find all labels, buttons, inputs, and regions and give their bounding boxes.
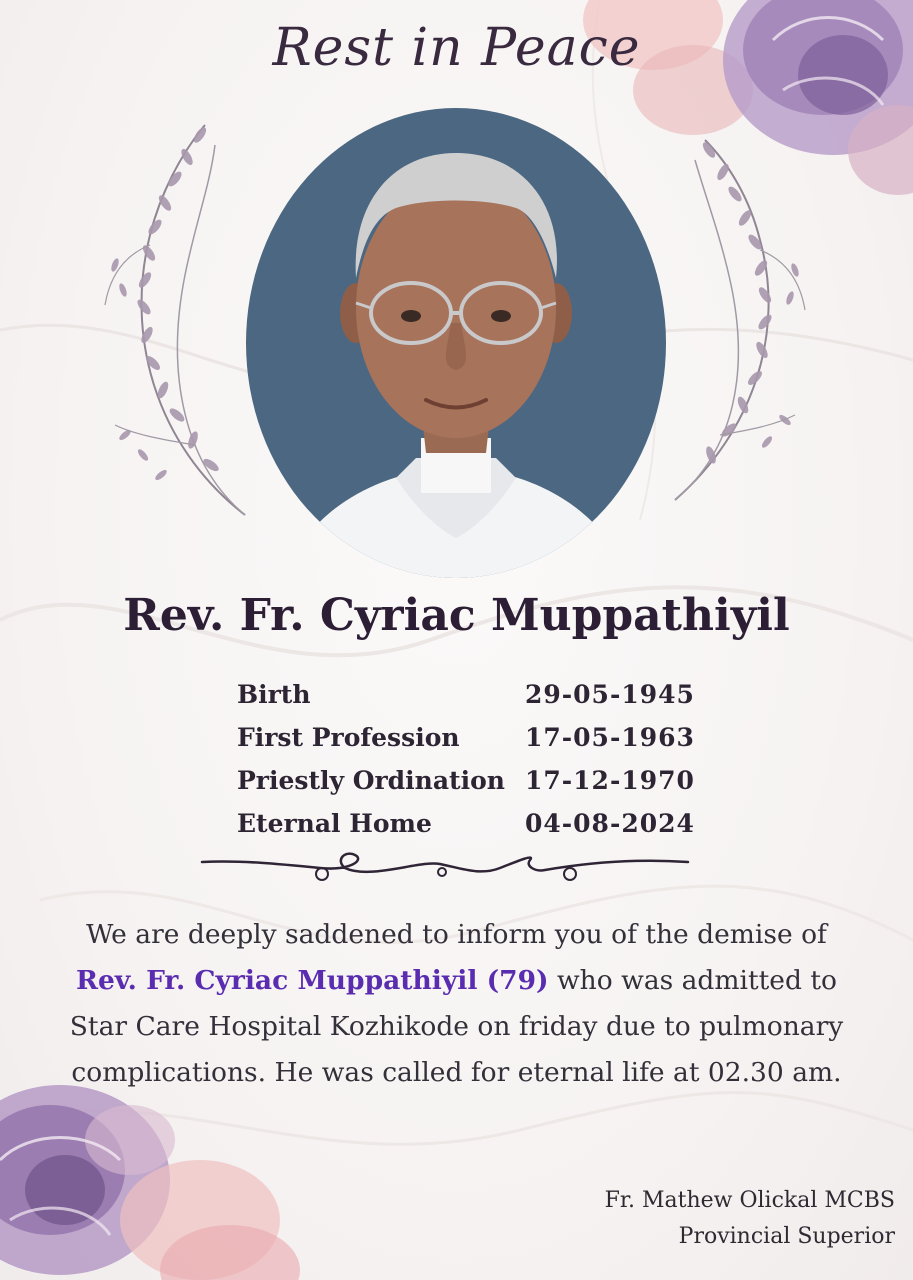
message-highlight-name: Rev. Fr. Cyriac Muppathiyil (79) [76, 965, 549, 996]
signatory-name: Fr. Mathew Olickal MCBS [604, 1188, 895, 1213]
watercolor-flower-bottom-left [0, 1070, 300, 1280]
deceased-name: Rev. Fr. Cyriac Muppathiyil [123, 590, 790, 641]
signatory-title: Provincial Superior [678, 1224, 895, 1249]
message-line-2-rest: who was admitted to [548, 965, 837, 996]
date-value: 04-08-2024 [525, 809, 695, 838]
announcement-message [40, 912, 873, 1096]
dates-table [237, 680, 697, 852]
date-label: Birth [237, 680, 311, 709]
signature-block [605, 1183, 895, 1255]
flourish-divider-icon [200, 850, 690, 890]
portrait-photo [246, 108, 666, 578]
message-line-3: Star Care Hospital Kozhikode on friday due to pulmonary [69, 1011, 844, 1042]
lavender-sprig-right-icon [645, 130, 815, 510]
date-row-priestly-ordination [237, 766, 697, 809]
rest-in-peace-heading: Rest in Peace [272, 18, 641, 78]
message-line-4: complications. He was called for eternal life at 02.30 am. [71, 1057, 842, 1088]
date-row-first-profession [237, 723, 697, 766]
date-label: Priestly Ordination [237, 766, 505, 795]
date-value: 29-05-1945 [525, 680, 695, 709]
date-value: 17-12-1970 [525, 766, 695, 795]
date-value: 17-05-1963 [525, 723, 695, 752]
date-row-eternal-home [237, 809, 697, 852]
date-row-birth [237, 680, 697, 723]
date-label: Eternal Home [237, 809, 432, 838]
message-line-1: We are deeply saddened to inform you of the demise of [86, 919, 827, 950]
message-line-2 [40, 958, 873, 1004]
lavender-sprig-left-icon [95, 115, 265, 525]
date-label: First Profession [237, 723, 460, 752]
